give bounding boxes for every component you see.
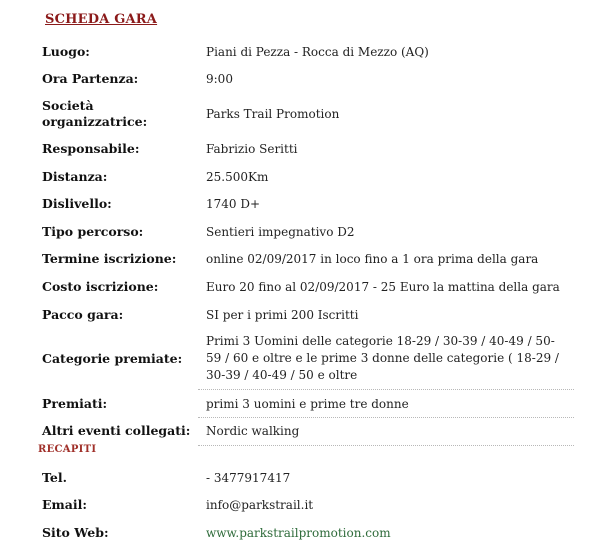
value-categorie-premiate: Primi 3 Uomini delle categorie 18-29 / 30-39 / 40-49 / 50-59 / 60 e oltre e le prime 3 donne delle categorie ( 18-29 / 30-39 / 40-49 / 50 e oltre	[198, 328, 574, 390]
value-pacco-gara: SI per i primi 200 Iscritti	[206, 307, 359, 322]
value-dislivello: 1740 D+	[206, 197, 261, 212]
label-categorie-premiate: Categorie premiate:	[42, 351, 183, 367]
row-altri-eventi	[34, 417, 574, 445]
row-tel	[34, 464, 574, 492]
label-tel: Tel.	[42, 469, 67, 485]
label-responsabile: Responsabile:	[42, 140, 140, 156]
value-distanza: 25.500Km	[206, 169, 269, 184]
label-dislivello: Dislivello:	[42, 196, 112, 212]
value-responsabile: Fabrizio Seritti	[206, 141, 298, 156]
label-altri-eventi: Altri eventi collegati:	[42, 423, 191, 439]
label-premiati: Premiati:	[42, 395, 108, 411]
label-termine-iscrizione: Termine iscrizione:	[42, 251, 177, 267]
value-societa: Parks Trail Promotion	[206, 107, 340, 122]
value-email: info@parkstrail.it	[206, 498, 314, 513]
contacts-table	[34, 464, 574, 547]
row-pacco-gara	[34, 301, 574, 329]
label-tipo-percorso: Tipo percorso:	[42, 223, 144, 239]
label-distanza: Distanza:	[42, 168, 108, 184]
value-tipo-percorso: Sentieri impegnativo D2	[206, 224, 355, 239]
row-categorie-premiate	[34, 328, 574, 390]
row-tipo-percorso	[34, 218, 574, 246]
label-email: Email:	[42, 497, 87, 513]
race-details-table	[34, 38, 574, 446]
label-web: Sito Web:	[42, 524, 109, 540]
row-ora-partenza	[34, 66, 574, 94]
website-link[interactable]: www.parkstrailpromotion.com	[206, 525, 391, 540]
row-termine-iscrizione	[34, 246, 574, 274]
row-web	[34, 519, 574, 547]
label-luogo: Luogo:	[42, 43, 90, 59]
label-ora-partenza: Ora Partenza:	[42, 71, 139, 87]
row-email	[34, 492, 574, 520]
value-premiati: primi 3 uomini e prime tre donne	[198, 390, 574, 418]
row-societa	[34, 93, 574, 135]
label-pacco-gara: Pacco gara:	[42, 306, 124, 322]
row-premiati	[34, 390, 574, 418]
row-costo-iscrizione	[34, 273, 574, 301]
value-altri-eventi: Nordic walking	[198, 417, 574, 445]
row-dislivello	[34, 190, 574, 218]
value-costo-iscrizione: Euro 20 fino al 02/09/2017 - 25 Euro la mattina della gara	[206, 279, 560, 294]
section-title-recapiti: RECAPITI	[38, 444, 97, 455]
value-luogo: Piani di Pezza - Rocca di Mezzo (AQ)	[206, 44, 429, 59]
value-web-cell	[198, 519, 574, 547]
value-termine-iscrizione: online 02/09/2017 in loco fino a 1 ora prima della gara	[206, 252, 539, 267]
row-responsabile	[34, 135, 574, 163]
row-distanza	[34, 163, 574, 191]
label-costo-iscrizione: Costo iscrizione:	[42, 278, 159, 294]
label-societa: Società organizzatrice:	[42, 98, 148, 130]
row-luogo	[34, 38, 574, 66]
value-ora-partenza: 9:00	[206, 72, 233, 87]
value-tel: - 3477917417	[206, 470, 291, 485]
section-title-scheda-gara: SCHEDA GARA	[45, 12, 158, 27]
